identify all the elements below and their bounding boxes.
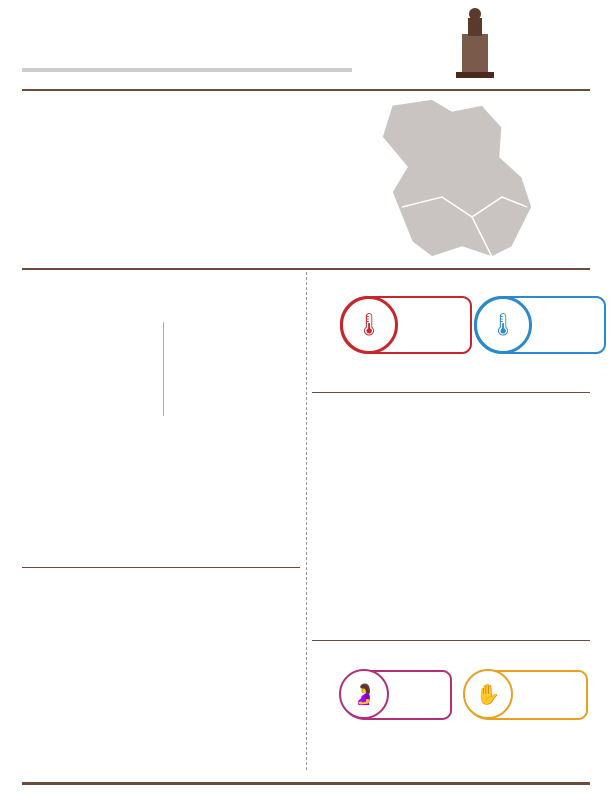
section-divider [22,268,590,270]
piramide-divider [22,567,300,568]
thermometer-hot-icon: 🌡 [340,296,398,354]
municipio-map [372,97,552,267]
thermometer-cold-icon: 🌡 [474,296,532,354]
clima-divider [312,392,590,393]
monument-icon [452,4,498,80]
footer-bar [22,782,590,785]
demografia-separator [163,322,164,416]
stop-hand-icon: ✋ [463,669,513,719]
indicadores-divider [312,640,590,641]
temp-max-card [340,296,472,354]
header-bar [22,68,352,72]
genero-card-violencia [464,670,588,720]
pregnant-icon: 🤰 [339,669,389,719]
temp-min-card [474,296,606,354]
genero-card-embarazadas [340,670,452,720]
population-pyramid-chart [22,590,304,766]
header-divider [22,89,590,91]
column-divider [306,272,307,770]
